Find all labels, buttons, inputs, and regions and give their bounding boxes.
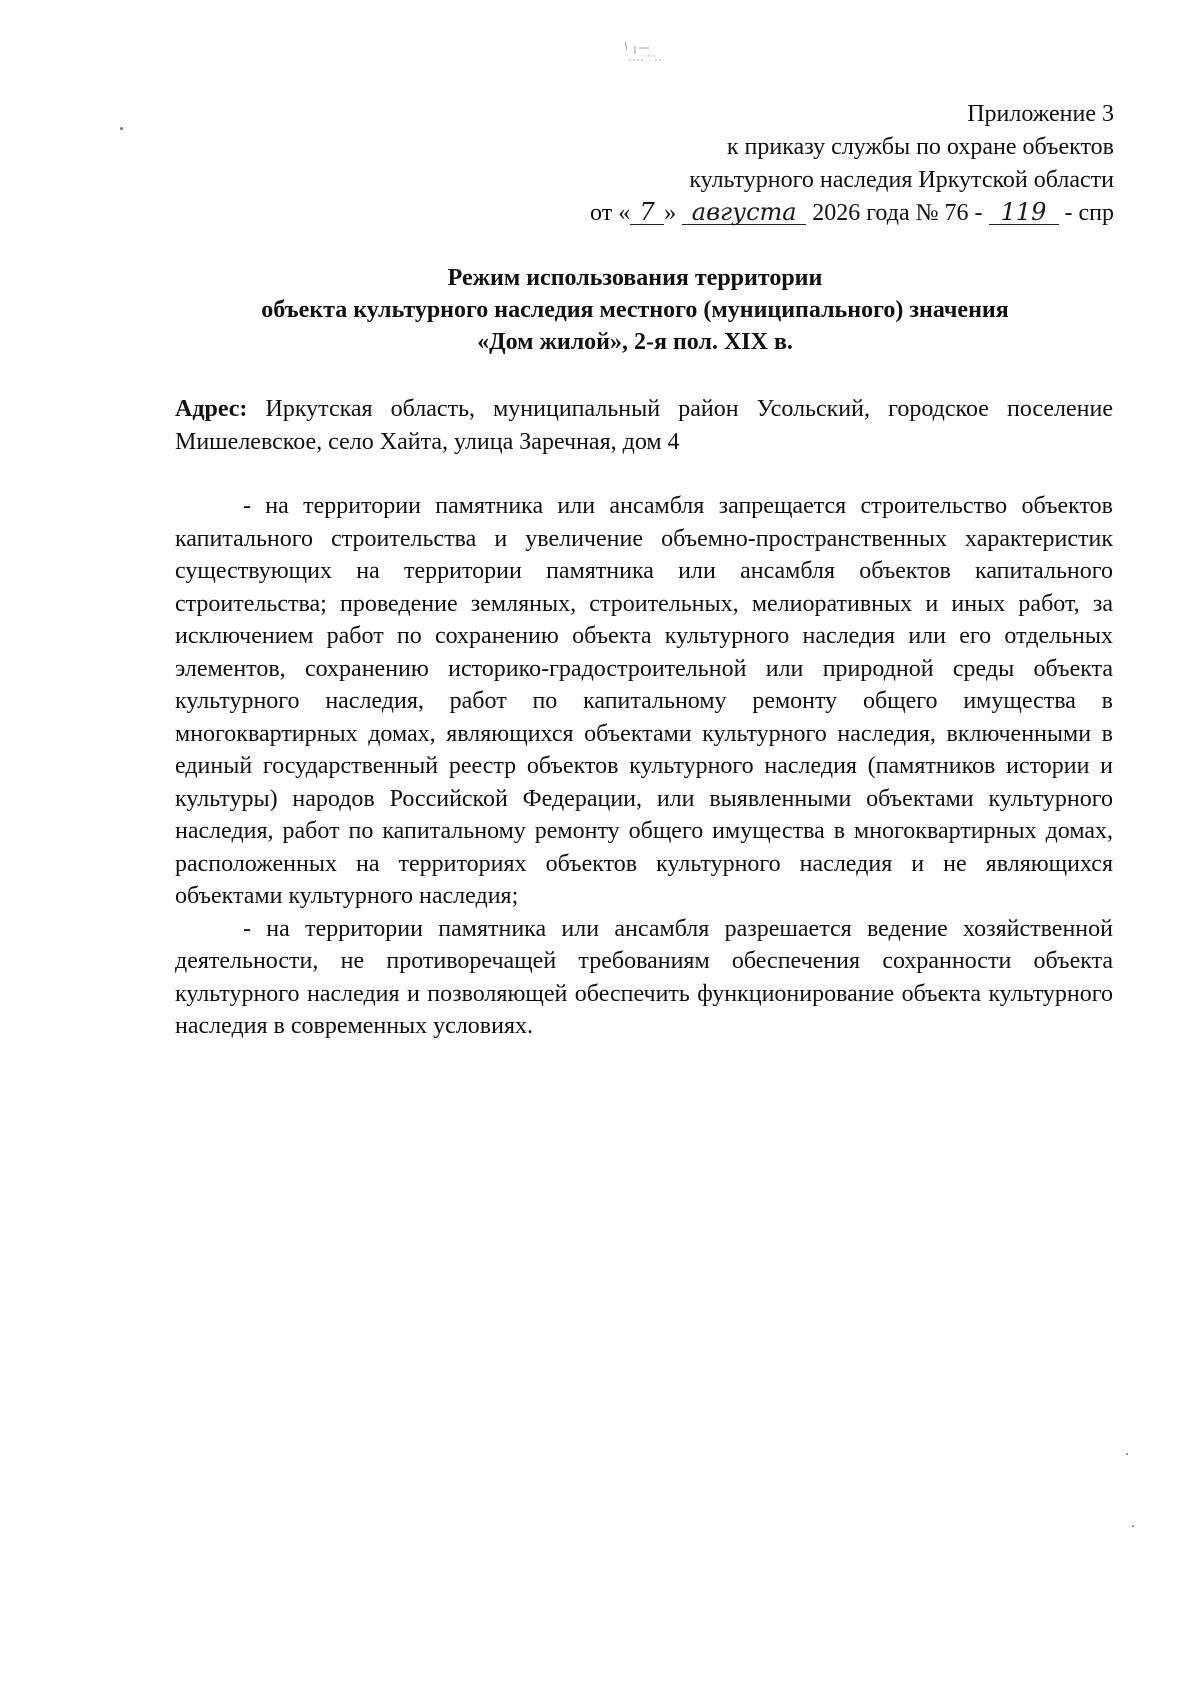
order-suffix: - спр <box>1064 200 1114 226</box>
date-year: 2026 года № 76 - <box>812 200 983 226</box>
scan-speck <box>1132 1525 1134 1527</box>
title-line-3: «Дом жилой», 2-я пол. XIX в. <box>477 329 793 355</box>
annex-number: Приложение 3 <box>967 101 1114 127</box>
regime-permissions-paragraph: - на территории памятника или ансамбля разрешается ведение хозяйственной деятельности, не противоречащей требованиям обеспечения сохранности объекта культурного наследия и позволяющей обеспечить функционирование объекта культурного наследия в современных условиях. <box>175 915 1113 1039</box>
handwritten-day: 7 <box>630 200 664 225</box>
document-title <box>150 262 1120 358</box>
regime-body <box>175 490 1113 1043</box>
annex-header <box>474 98 1114 230</box>
address-text: Иркутская область, муниципальный район Усольский, городское поселение Мишелевское, село Хайта, улица Заречная, дом 4 <box>175 396 1113 455</box>
title-line-1: Режим использования территории <box>447 265 823 291</box>
address-block <box>175 393 1113 459</box>
scan-speck <box>1126 1453 1128 1455</box>
scan-artifact-mark <box>615 38 675 68</box>
address-label: Адрес: <box>175 396 248 422</box>
date-mid: » <box>664 200 677 226</box>
annex-order-ref: к приказу службы по охране объектов <box>726 134 1114 160</box>
date-prefix: от « <box>590 200 631 226</box>
handwritten-order-number: 119 <box>989 200 1059 225</box>
title-line-2: объекта культурного наследия местного (муниципального) значения <box>261 297 1009 323</box>
scan-speck <box>120 127 123 130</box>
regime-prohibitions-paragraph: - на территории памятника или ансамбля запрещается строительство объектов капитального строительства и увеличение объемно-пространственных характеристик существующих на территории памятника или ансамбля объектов капитального строительства; проведение земляных, строительных, мелиоративных и иных работ, за исключением работ по сохранению объекта культурного наследия или его отдельных элементов, сохранению историко-градостроительной или природной среды объекта культурного наследия, работ по капитальному ремонту общего имущества в многоквартирных домах, являющихся объектами культурного наследия, включенными в единый государственный реестр объектов культурного наследия (памятников истории и культуры) народов Российской Федерации, или выявленными объектами культурного наследия, работ по капитальному ремонту общего имущества в многоквартирных домах, расположенных на территориях объектов культурного наследия и не являющихся объектами культурного наследия; <box>175 493 1113 909</box>
annex-authority: культурного наследия Иркутской области <box>689 167 1114 193</box>
handwritten-month: августа <box>682 200 806 225</box>
annex-date-line <box>474 197 1114 230</box>
